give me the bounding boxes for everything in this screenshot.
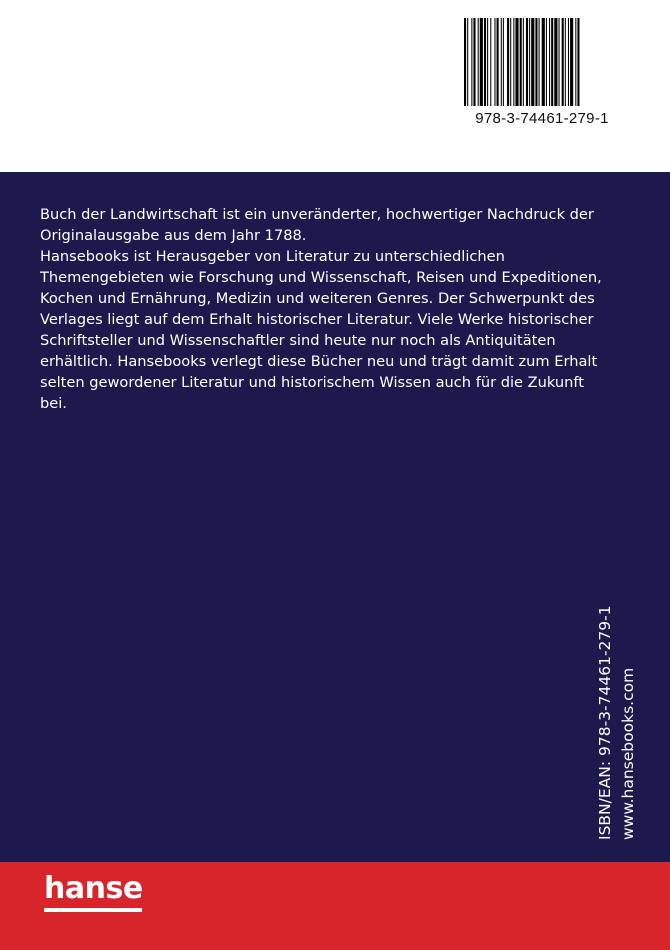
barcode-bar (473, 18, 475, 106)
hanse-logo: hanse (44, 871, 143, 906)
barcode-bar (523, 18, 524, 106)
barcode-bar (531, 18, 534, 106)
barcode-bar (570, 18, 573, 106)
barcode-bar (497, 18, 499, 106)
barcode-bar (515, 18, 518, 106)
barcode-bar (478, 18, 479, 106)
barcode-bar (467, 18, 468, 106)
description-line: Kochen und Ernährung, Medizin und weiteren Genres. Der Schwerpunkt des (40, 290, 595, 307)
barcode-bar (501, 18, 502, 106)
barcode-bar (490, 18, 491, 106)
barcode (452, 14, 632, 136)
barcode-bar (487, 18, 488, 106)
description-line: Originalausgabe aus dem Jahr 1788. (40, 227, 307, 244)
barcode-bar (471, 18, 472, 106)
barcode-bar (565, 18, 566, 106)
barcode-bar (542, 18, 545, 106)
description-line: Themengebieten wie Forschung und Wissenschaft, Reisen und Expeditionen, (40, 269, 602, 286)
barcode-bar (484, 18, 486, 106)
barcode-bar (494, 18, 495, 106)
barcode-bar (529, 18, 530, 106)
logo-underline (44, 908, 142, 912)
side-vertical-text (594, 588, 650, 840)
barcode-bar (539, 18, 540, 106)
barcode-bar (562, 18, 564, 106)
description-line: Hansebooks ist Herausgeber von Literatur zu unterschiedlichen (40, 248, 505, 265)
description-line: Schriftsteller und Wissenschaftler sind heute nur noch als Antiquitäten (40, 332, 556, 349)
description-line: Verlages liegt auf dem Erhalt historischer Literatur. Viele Werke historischer (40, 311, 594, 328)
isbn-ean-text: ISBN/EAN: 978-3-74461-279-1 (596, 605, 614, 840)
barcode-bar (507, 18, 509, 106)
book-description (40, 204, 645, 414)
barcode-bar (464, 18, 466, 106)
barcode-bar (575, 18, 576, 106)
barcode-bar (480, 18, 483, 106)
barcode-bar (554, 18, 557, 106)
barcode-bar (526, 18, 528, 106)
barcode-bar (568, 18, 569, 106)
barcode-bar (577, 18, 579, 106)
barcode-number: 978-3-74461-279-1 (475, 110, 609, 127)
description-line: selten gewordener Literatur und historischem Wissen auch für die Zukunft (40, 374, 585, 391)
barcode-bar (559, 18, 560, 106)
description-line: erhältlich. Hansebooks verlegt diese Bücher neu und trägt damit zum Erhalt (40, 353, 598, 370)
barcode-bar (549, 18, 550, 106)
website-text: www.hansebooks.com (619, 667, 637, 840)
barcode-bar (546, 18, 547, 106)
description-line: Buch der Landwirtschaft ist ein unveränderter, hochwertiger Nachdruck der (40, 206, 594, 223)
barcode-bar (503, 18, 504, 106)
barcode-bar (513, 18, 514, 106)
barcode-bar (535, 18, 537, 106)
barcode-icon (462, 18, 622, 106)
barcode-bar (520, 18, 522, 106)
description-line: bei. (40, 395, 67, 412)
barcode-bar (551, 18, 553, 106)
barcode-bar (510, 18, 511, 106)
